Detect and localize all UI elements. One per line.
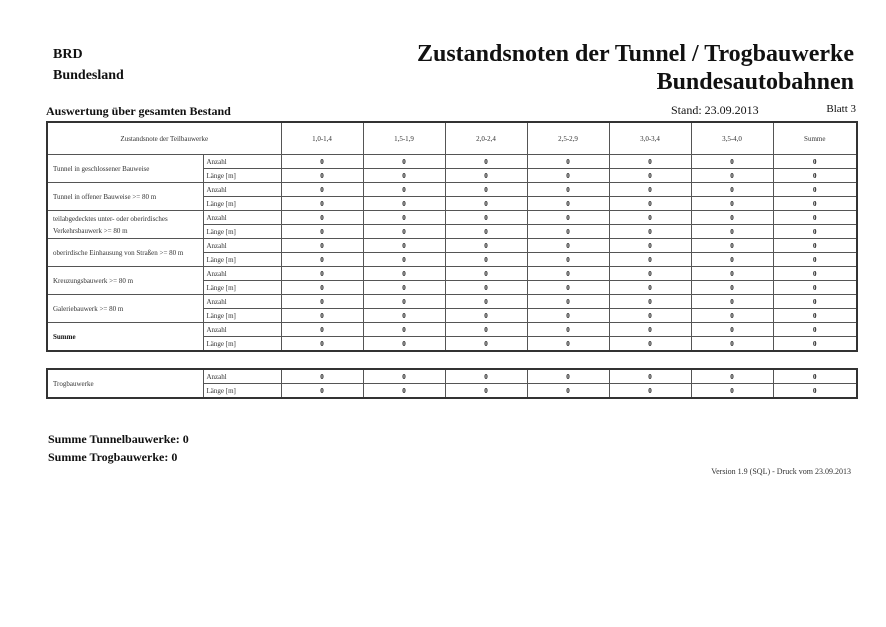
cell-laenge: 0: [527, 337, 609, 352]
sub-label-laenge: Länge [m]: [203, 169, 281, 183]
cell-anzahl: 0: [609, 239, 691, 253]
cell-anzahl: 0: [363, 155, 445, 169]
cell-anzahl: 0: [363, 239, 445, 253]
cell-anzahl: 0: [445, 369, 527, 384]
sub-label-anzahl: Anzahl: [203, 323, 281, 337]
category-row: [47, 295, 857, 309]
cell-laenge: 0: [445, 197, 527, 211]
cell-laenge: 0: [527, 384, 609, 399]
cell-anzahl: 0: [773, 239, 857, 253]
cell-anzahl: 0: [609, 183, 691, 197]
cell-laenge: 0: [773, 225, 857, 239]
cell-laenge: 0: [609, 225, 691, 239]
condition-table: [46, 121, 858, 352]
category-row: [47, 183, 857, 197]
cell-anzahl: 0: [363, 323, 445, 337]
report-subheader: [46, 104, 856, 120]
cell-anzahl: 0: [691, 155, 773, 169]
sub-label-laenge: Länge [m]: [203, 225, 281, 239]
category-row: [47, 267, 857, 281]
cell-anzahl: 0: [445, 155, 527, 169]
category-row: [47, 369, 857, 384]
cell-laenge: 0: [691, 225, 773, 239]
cell-laenge: 0: [363, 309, 445, 323]
category-label: Tunnel in offener Bauweise >= 80 m: [47, 183, 203, 211]
cell-laenge: 0: [445, 225, 527, 239]
cell-anzahl: 0: [773, 295, 857, 309]
cell-laenge: 0: [691, 281, 773, 295]
cell-anzahl: 0: [281, 211, 363, 225]
cell-anzahl: 0: [773, 155, 857, 169]
cell-laenge: 0: [281, 169, 363, 183]
cell-anzahl: 0: [773, 211, 857, 225]
category-row: [47, 323, 857, 337]
cell-laenge: 0: [363, 197, 445, 211]
cell-anzahl: 0: [363, 295, 445, 309]
cell-anzahl: 0: [281, 239, 363, 253]
sub-label-laenge: Länge [m]: [203, 253, 281, 267]
sub-label-anzahl: Anzahl: [203, 295, 281, 309]
cell-anzahl: 0: [527, 155, 609, 169]
cell-laenge: 0: [691, 337, 773, 352]
state-label: Bundesland: [53, 68, 124, 83]
cell-laenge: 0: [363, 253, 445, 267]
cell-anzahl: 0: [527, 183, 609, 197]
sub-label-laenge: Länge [m]: [203, 309, 281, 323]
category-label: Summe: [47, 323, 203, 352]
category-label: Galeriebauwerk >= 80 m: [47, 295, 203, 323]
evaluation-label: Auswertung über gesamten Bestand: [46, 104, 231, 118]
category-row: [47, 211, 857, 225]
cell-laenge: 0: [527, 225, 609, 239]
column-header: 1,0-1,4: [281, 122, 363, 155]
cell-laenge: 0: [445, 384, 527, 399]
cell-laenge: 0: [773, 337, 857, 352]
cell-anzahl: 0: [609, 323, 691, 337]
summary-block: [48, 430, 189, 466]
cell-anzahl: 0: [691, 295, 773, 309]
cell-anzahl: 0: [363, 211, 445, 225]
cell-laenge: 0: [527, 169, 609, 183]
cell-laenge: 0: [609, 281, 691, 295]
cell-laenge: 0: [363, 337, 445, 352]
column-header: 3,0-3,4: [609, 122, 691, 155]
cell-anzahl: 0: [773, 183, 857, 197]
sub-label-laenge: Länge [m]: [203, 197, 281, 211]
cell-anzahl: 0: [527, 369, 609, 384]
cell-laenge: 0: [363, 225, 445, 239]
cell-laenge: 0: [363, 169, 445, 183]
cell-anzahl: 0: [445, 239, 527, 253]
cell-laenge: 0: [445, 253, 527, 267]
cell-laenge: 0: [281, 309, 363, 323]
cell-anzahl: 0: [609, 155, 691, 169]
category-label: teilabgedecktes unter- oder oberirdisches Verkehrsbauwerk >= 80 m: [47, 211, 203, 239]
sub-label-laenge: Länge [m]: [203, 337, 281, 352]
cell-laenge: 0: [609, 384, 691, 399]
cell-anzahl: 0: [773, 267, 857, 281]
cell-anzahl: 0: [527, 323, 609, 337]
cell-laenge: 0: [773, 309, 857, 323]
cell-anzahl: 0: [445, 211, 527, 225]
cell-laenge: 0: [691, 253, 773, 267]
title-line-2: Bundesautobahnen: [656, 69, 854, 95]
cell-laenge: 0: [527, 309, 609, 323]
report-scope: [53, 44, 124, 86]
cell-anzahl: 0: [527, 239, 609, 253]
cell-laenge: 0: [773, 169, 857, 183]
cell-laenge: 0: [527, 197, 609, 211]
cell-anzahl: 0: [281, 267, 363, 281]
cell-laenge: 0: [691, 169, 773, 183]
cell-anzahl: 0: [281, 369, 363, 384]
cell-laenge: 0: [527, 281, 609, 295]
sub-label-anzahl: Anzahl: [203, 211, 281, 225]
cell-laenge: 0: [773, 253, 857, 267]
cell-laenge: 0: [773, 281, 857, 295]
cell-anzahl: 0: [527, 267, 609, 281]
cell-anzahl: 0: [281, 295, 363, 309]
country-label: BRD: [53, 47, 83, 62]
cell-laenge: 0: [691, 309, 773, 323]
cell-laenge: 0: [281, 253, 363, 267]
cell-anzahl: 0: [445, 183, 527, 197]
cell-anzahl: 0: [363, 183, 445, 197]
sheet-number: Blatt 3: [826, 103, 856, 115]
cell-anzahl: 0: [281, 183, 363, 197]
cell-anzahl: 0: [527, 295, 609, 309]
cell-laenge: 0: [773, 384, 857, 399]
cell-anzahl: 0: [773, 323, 857, 337]
sub-label-laenge: Länge [m]: [203, 281, 281, 295]
cell-anzahl: 0: [773, 369, 857, 384]
sub-label-laenge: Länge [m]: [203, 384, 281, 399]
cell-laenge: 0: [609, 309, 691, 323]
cell-laenge: 0: [281, 281, 363, 295]
cell-anzahl: 0: [609, 369, 691, 384]
sub-label-anzahl: Anzahl: [203, 239, 281, 253]
cell-laenge: 0: [281, 225, 363, 239]
summary-tunnel: Summe Tunnelbauwerke: 0: [48, 432, 189, 446]
category-label: Trogbauwerke: [47, 369, 203, 398]
category-row: [47, 239, 857, 253]
cell-anzahl: 0: [691, 183, 773, 197]
column-header: 1,5-1,9: [363, 122, 445, 155]
cell-laenge: 0: [445, 337, 527, 352]
cell-anzahl: 0: [445, 295, 527, 309]
header-row: [47, 122, 857, 155]
sub-label-anzahl: Anzahl: [203, 155, 281, 169]
category-label: Tunnel in geschlossener Bauweise: [47, 155, 203, 183]
sub-label-anzahl: Anzahl: [203, 267, 281, 281]
column-header: 3,5-4,0: [691, 122, 773, 155]
cell-anzahl: 0: [691, 239, 773, 253]
column-header: 2,0-2,4: [445, 122, 527, 155]
category-label: Kreuzungsbauwerk >= 80 m: [47, 267, 203, 295]
cell-laenge: 0: [691, 384, 773, 399]
cell-laenge: 0: [281, 197, 363, 211]
cell-laenge: 0: [609, 169, 691, 183]
version-footer: Version 1.9 (SQL) - Druck vom 23.09.2013: [711, 467, 851, 476]
cell-anzahl: 0: [609, 211, 691, 225]
cell-laenge: 0: [445, 281, 527, 295]
sub-label-anzahl: Anzahl: [203, 183, 281, 197]
cell-laenge: 0: [609, 337, 691, 352]
cell-anzahl: 0: [363, 267, 445, 281]
cell-anzahl: 0: [691, 267, 773, 281]
report-title: [417, 40, 854, 96]
cell-anzahl: 0: [281, 323, 363, 337]
title-line-1: Zustandsnoten der Tunnel / Trogbauwerke: [416, 41, 854, 67]
cell-anzahl: 0: [445, 323, 527, 337]
stand-date: Stand: 23.09.2013: [671, 103, 759, 117]
cell-laenge: 0: [691, 197, 773, 211]
category-label: oberirdische Einhausung von Straßen >= 80 m: [47, 239, 203, 267]
cell-anzahl: 0: [691, 369, 773, 384]
cell-laenge: 0: [609, 197, 691, 211]
cell-anzahl: 0: [609, 295, 691, 309]
category-row: [47, 155, 857, 169]
cell-anzahl: 0: [363, 369, 445, 384]
sub-label-anzahl: Anzahl: [203, 369, 281, 384]
cell-laenge: 0: [773, 197, 857, 211]
cell-laenge: 0: [527, 253, 609, 267]
cell-laenge: 0: [609, 253, 691, 267]
cell-laenge: 0: [445, 169, 527, 183]
cell-laenge: 0: [363, 281, 445, 295]
cell-anzahl: 0: [281, 155, 363, 169]
column-header: Summe: [773, 122, 857, 155]
trog-table: [46, 368, 858, 399]
corner-label: Zustandsnote der Teilbauwerke: [47, 122, 281, 155]
cell-anzahl: 0: [527, 211, 609, 225]
cell-laenge: 0: [281, 337, 363, 352]
cell-anzahl: 0: [691, 323, 773, 337]
cell-anzahl: 0: [609, 267, 691, 281]
cell-anzahl: 0: [691, 211, 773, 225]
cell-anzahl: 0: [445, 267, 527, 281]
cell-laenge: 0: [281, 384, 363, 399]
cell-laenge: 0: [363, 384, 445, 399]
column-header: 2,5-2,9: [527, 122, 609, 155]
summary-trog: Summe Trogbauwerke: 0: [48, 450, 178, 464]
cell-laenge: 0: [445, 309, 527, 323]
